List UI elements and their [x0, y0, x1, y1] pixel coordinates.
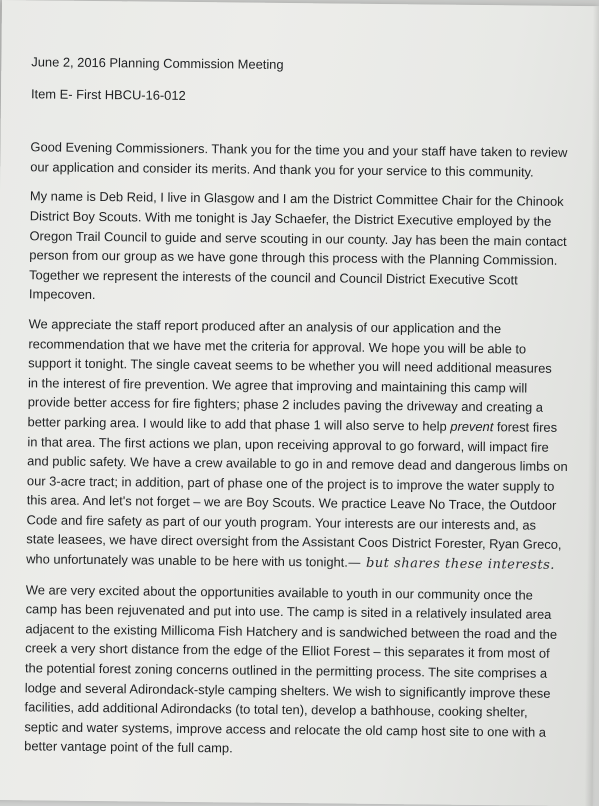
text-line: state leasees, we have direct oversight from the Assistant Coos District Forester, Ryan Greco, [26, 531, 562, 553]
letter-body [24, 52, 591, 762]
text-segment: better parking area. I would like to add that phase 1 will also serve to help [27, 414, 451, 434]
text-line: person from our group as we have gone through this process with the Planning Commission. [29, 247, 558, 268]
text-line: facilities, add additional Adirondacks (to total ten), develop a bathhouse, cooking shelter, [24, 699, 528, 720]
text-line: our application and consider its merits. And thank you for your service to this community. [30, 159, 534, 180]
text-line: support it tonight. The single caveat seems to be whether you will need additional measures [28, 355, 552, 376]
text-line: We appreciate the staff report produced after an analysis of our application and the [28, 316, 502, 337]
text-line: lodge and several Adirondack-style camping shelters. We wish to significantly improve these [24, 679, 551, 701]
emphasized-word: prevent [450, 418, 494, 435]
text-line: in that area. The first actions we plan, upon receiving approval to go forward, will impact fire [27, 433, 549, 455]
text-segment: who unfortunately was unable to be here with us tonight. [26, 551, 348, 570]
text-line: adjacent to the existing Millicoma Fish Hatchery and is sandwiched between the road and the [25, 621, 558, 642]
text-segment: forest fires [493, 419, 558, 435]
text-line: the potential forest zoning concerns outlined in the permitting process. The site comprises a [24, 660, 548, 681]
text-line: septic and water systems, improve access and relocate the old camp host site to one with a [24, 719, 547, 740]
text-line: provide better access for fire fighters; phase 2 includes paving the driveway and creating a [27, 394, 544, 415]
text-line: We are very excited about the opportunities available to youth in our community once the [25, 581, 533, 603]
text-line: in the interest of fire prevention. We agree that improving and maintaining this camp will [27, 375, 528, 396]
paragraph-greeting [30, 137, 590, 182]
paragraph-introduction [29, 187, 590, 310]
text-line: Together we represent the interests of the council and Council District Executive Scott [29, 267, 518, 288]
paragraph-camp-plans [24, 580, 586, 762]
text-line: and public safety. We have a crew available to go in and remove dead and dangerous limbs on [27, 453, 568, 475]
text-line: this area. And let's not forget – we are Boy Scouts. We practice Leave No Trace, the Outdoor [26, 492, 557, 514]
text-line: recommendation that we have met the criteria for approval. We hope you will be able to [28, 335, 527, 357]
text-line: Code and fire safety as part of our youth program. Your interests are our interests and, as [26, 512, 537, 533]
item-reference: Item E- First HBCU-16-012 [30, 85, 186, 103]
text-line: Oregon Trail Council to guide and serve scouting in our county. Jay has been the main contact [29, 227, 567, 249]
text-line: camp has been rejuvenated and put into use. The camp is sited in a relatively insulated area [25, 601, 552, 623]
text-line: My name is Deb Reid, I live in Glasgow and I am the District Committee Chair for the Chinook [29, 188, 564, 210]
paragraph-fire-prevention [26, 314, 589, 576]
text-line: better vantage point of the full camp. [24, 738, 233, 756]
text-line: District Boy Scouts. With me tonight is Jay Schaefer, the District Executive employed by the [29, 208, 552, 229]
text-line: Good Evening Commissioners. Thank you for the time you and your staff have taken to review [30, 139, 568, 161]
text-line: Impecoven. [28, 286, 96, 303]
text-line: creek a very short distance from the edge of the Elliot Forest – this separates it from most of [25, 640, 550, 662]
handwritten-note: — but shares these interests. [347, 555, 555, 573]
meeting-heading: June 2, 2016 Planning Commission Meeting [31, 54, 284, 72]
text-line: our 3-acre tract; in addition, part of phase one of the project is to improve the water supply to [26, 472, 555, 494]
